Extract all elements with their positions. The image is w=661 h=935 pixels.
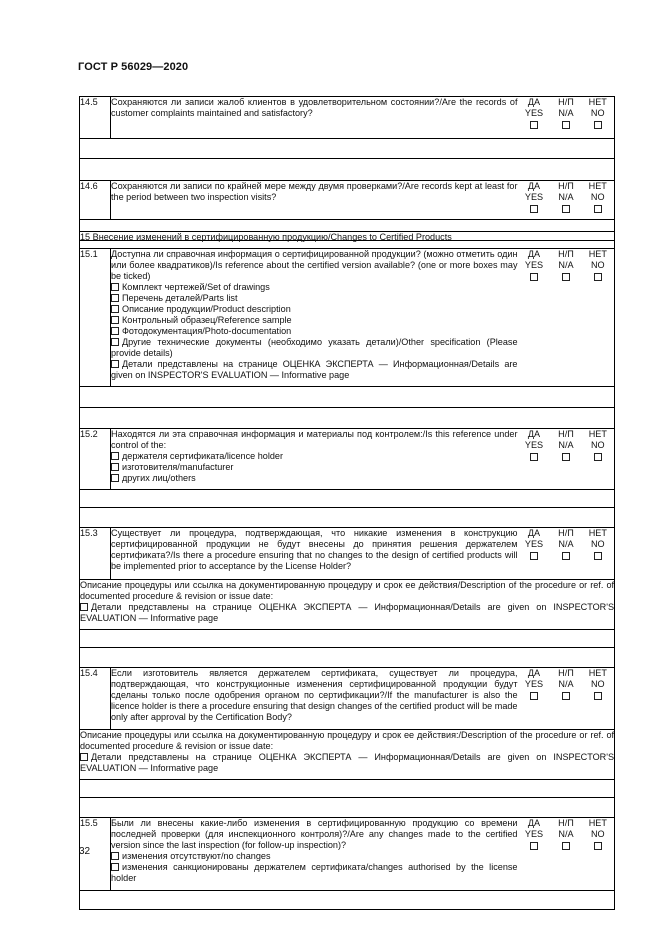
na-checkbox[interactable] <box>562 552 570 560</box>
question-text: Сохраняются ли записи по крайней мере между двумя проверками?/Are records kept at least for the period between two inspection visits? <box>111 181 518 202</box>
question-row-15-5 <box>80 818 615 891</box>
option-checkbox[interactable] <box>111 327 119 335</box>
option-item: держателя сертификата/licence holder <box>111 451 518 462</box>
option-item: других лиц/others <box>111 473 518 484</box>
answer-na: Н/П N/A <box>551 97 582 139</box>
option-checkbox[interactable] <box>111 283 119 291</box>
spacer-row <box>80 508 615 528</box>
procedure-description-cell <box>80 580 615 630</box>
details-option: Детали представлены на странице ОЦЕНКА ЭКСПЕРТА — Информационная/Details are given on INSPECTOR'S EVALUATION — Informative page <box>80 752 615 773</box>
yes-checkbox[interactable] <box>530 205 538 213</box>
option-checkbox[interactable] <box>111 863 119 871</box>
answer-yes: ДА YES <box>518 429 551 490</box>
spacer-row <box>80 648 615 668</box>
option-item: Контрольный образец/Reference sample <box>111 315 518 326</box>
question-row-14-6 <box>80 181 615 220</box>
question-number: 15.3 <box>80 528 111 580</box>
question-text: Сохраняются ли записи жалоб клиентов в удовлетворительном состоянии?/Are the records of customer complaints maintained and satisfactory? <box>111 97 518 118</box>
answer-na: Н/П N/A <box>551 668 582 730</box>
no-checkbox[interactable] <box>594 692 602 700</box>
no-checkbox[interactable] <box>594 453 602 461</box>
answer-na: Н/П N/A <box>551 249 582 387</box>
question-number: 15.2 <box>80 429 111 490</box>
details-checkbox[interactable] <box>80 753 88 761</box>
question-number: 14.5 <box>80 97 111 139</box>
answer-no: НЕТ NO <box>582 668 615 730</box>
answer-no: НЕТ NO <box>582 429 615 490</box>
comment-field[interactable] <box>80 630 615 648</box>
question-row-15-2 <box>80 429 615 490</box>
question-row-15-3 <box>80 528 615 580</box>
no-checkbox[interactable] <box>594 121 602 129</box>
answer-na: Н/П N/A <box>551 429 582 490</box>
na-checkbox[interactable] <box>562 273 570 281</box>
details-checkbox[interactable] <box>80 603 88 611</box>
question-text: Существует ли процедура, подтверждающая, что никакие изменения в конструкцию сертифицированной продукции не будут внесены до принятия решения держателем сертификата?/Is there a procedure ensuring that no changes to the design of certified products will be implemented prior to acceptance by the License Holder? <box>111 528 518 571</box>
yes-checkbox[interactable] <box>530 453 538 461</box>
yes-checkbox[interactable] <box>530 842 538 850</box>
section-title: 15 Внесение изменений в сертифицированную продукцию/Changes to Certified Products <box>80 232 615 249</box>
question-text: Находятся ли эта справочная информация и материалы под контролем:/Is this reference under control of the: <box>111 429 518 450</box>
spacer-row <box>80 408 615 429</box>
comment-field[interactable] <box>80 780 615 798</box>
comment-field[interactable] <box>80 387 615 408</box>
answer-no: НЕТ NO <box>582 181 615 220</box>
answer-no: НЕТ NO <box>582 97 615 139</box>
option-item: изменения санкционированы держателем сертификата/changes authorised by the license holder <box>111 862 518 883</box>
answer-yes: ДА YES <box>518 249 551 387</box>
answer-no: НЕТ NO <box>582 249 615 387</box>
question-text: Были ли внесены какие-либо изменения в сертифицированную продукцию со времени последней проверки (для инспекционного контроля)?/Are any changes made to the certified version since the last inspection (for follow-up inspection)? <box>111 818 518 850</box>
yes-checkbox[interactable] <box>530 273 538 281</box>
na-checkbox[interactable] <box>562 121 570 129</box>
option-checkbox[interactable] <box>111 852 119 860</box>
procedure-description: Описание процедуры или ссылка на документированную процедуру и срок ее действия:/Description of the procedure or ref. of documented procedure & revision or issue date: <box>80 730 615 751</box>
option-item: изготовителя/manufacturer <box>111 462 518 473</box>
document-code: ГОСТ Р 56029—2020 <box>78 61 189 73</box>
comment-field[interactable] <box>80 490 615 508</box>
answer-yes: ДА YES <box>518 528 551 580</box>
na-checkbox[interactable] <box>562 205 570 213</box>
no-checkbox[interactable] <box>594 552 602 560</box>
option-item: Комплект чертежей/Set of drawings <box>111 282 518 293</box>
question-number: 15.5 <box>80 818 111 891</box>
spacer-row <box>80 159 615 181</box>
option-item: изменения отсутствуют/no changes <box>111 851 518 862</box>
answer-na: Н/П N/A <box>551 818 582 891</box>
section-15-table <box>79 231 615 910</box>
yes-checkbox[interactable] <box>530 121 538 129</box>
option-checkbox[interactable] <box>111 360 119 368</box>
comment-field[interactable] <box>80 139 615 159</box>
answer-yes: ДА YES <box>518 668 551 730</box>
answer-yes: ДА YES <box>518 181 551 220</box>
yes-checkbox[interactable] <box>530 692 538 700</box>
question-number: 15.1 <box>80 249 111 387</box>
answer-na: Н/П N/A <box>551 181 582 220</box>
section-14-table <box>79 96 615 241</box>
no-checkbox[interactable] <box>594 205 602 213</box>
question-number: 15.4 <box>80 668 111 730</box>
question-row-15-1 <box>80 249 615 387</box>
question-text: Если изготовитель является держателем сертификата, существует ли процедура, подтверждающая, что конструкционные изменения сертифицированной продукции будут сделаны только после одобрения органом по сертификации?/If the manufacturer is also the licence holder is there a procedure ensuring that design changes of the certified product will be made only after approval by the Certification Body? <box>111 668 518 722</box>
answer-na: Н/П N/A <box>551 528 582 580</box>
yes-checkbox[interactable] <box>530 552 538 560</box>
answer-no: НЕТ NO <box>582 818 615 891</box>
no-checkbox[interactable] <box>594 842 602 850</box>
option-checkbox[interactable] <box>111 452 119 460</box>
option-item: Описание продукции/Product description <box>111 304 518 315</box>
question-row-14-5 <box>80 97 615 139</box>
option-checkbox[interactable] <box>111 316 119 324</box>
option-checkbox[interactable] <box>111 305 119 313</box>
details-option: Детали представлены на странице ОЦЕНКА ЭКСПЕРТА — Информационная/Details are given on INSPECTOR'S EVALUATION — Informative page <box>80 602 615 623</box>
na-checkbox[interactable] <box>562 692 570 700</box>
spacer-row <box>80 798 615 818</box>
option-checkbox[interactable] <box>111 294 119 302</box>
answer-no: НЕТ NO <box>582 528 615 580</box>
procedure-description-cell <box>80 730 615 780</box>
question-number: 14.6 <box>80 181 111 220</box>
question-row-15-4 <box>80 668 615 730</box>
no-checkbox[interactable] <box>594 273 602 281</box>
question-text: Доступна ли справочная информация о сертифицированной продукции? (можно отметить один или более квадратиков)/Is reference about the certified version available? (one or more boxes may be ticked) <box>111 249 518 281</box>
option-item: Перечень деталей/Parts list <box>111 293 518 304</box>
option-checkbox[interactable] <box>111 474 119 482</box>
comment-field[interactable] <box>80 891 615 910</box>
na-checkbox[interactable] <box>562 453 570 461</box>
procedure-description: Описание процедуры или ссылка на документированную процедуру и срок ее действия/Description of the procedure or ref. of documented procedure & revision or issue date: <box>80 580 615 601</box>
answer-yes: ДА YES <box>518 818 551 891</box>
na-checkbox[interactable] <box>562 842 570 850</box>
option-checkbox[interactable] <box>111 338 119 346</box>
page-number: 32 <box>79 846 91 857</box>
option-item: Фотодокументация/Photo-documentation <box>111 326 518 337</box>
option-checkbox[interactable] <box>111 463 119 471</box>
option-item: Детали представлены на странице ОЦЕНКА ЭКСПЕРТА — Информационная/Details are given on INSPECTOR'S EVALUATION — Informative page <box>111 359 518 380</box>
option-item: Другие технические документы (необходимо указать детали)/Other specification (Please provide details) <box>111 337 518 358</box>
answer-yes: ДА YES <box>518 97 551 139</box>
